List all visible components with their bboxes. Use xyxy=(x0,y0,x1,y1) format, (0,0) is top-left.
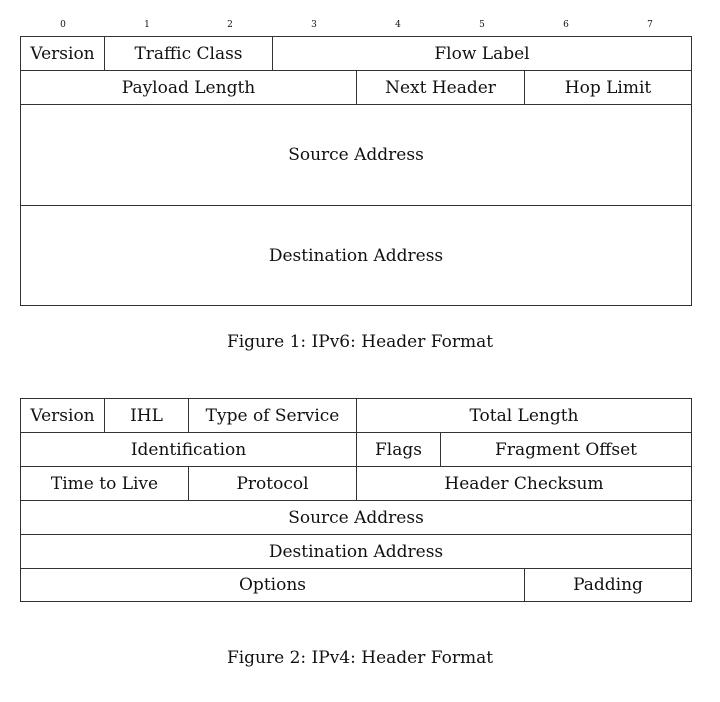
bit-tick: 2 xyxy=(227,20,233,30)
ipv4-row-2 xyxy=(21,433,691,467)
bit-tick: 0 xyxy=(60,20,66,30)
ipv6-payload-length-field: Payload Length xyxy=(21,71,357,104)
ipv6-source-address-field: Source Address xyxy=(288,145,424,165)
ipv4-ihl-field: IHL xyxy=(105,399,189,432)
ipv6-destination-address-field: Destination Address xyxy=(268,245,444,266)
ipv4-row-6 xyxy=(21,569,691,601)
figure-2-caption: Figure 2: IPv4: Header Format xyxy=(226,648,494,668)
ipv4-row-1 xyxy=(21,399,691,433)
bit-tick: 3 xyxy=(311,20,317,30)
ipv4-source-address-field: Source Address xyxy=(288,507,424,528)
ipv4-time-to-live-field: Time to Live xyxy=(21,467,189,500)
ipv4-identification-field: Identification xyxy=(21,433,357,466)
ipv6-version-field: Version xyxy=(21,37,105,70)
ipv4-total-length-field: Total Length xyxy=(469,405,579,426)
bit-tick: 5 xyxy=(479,20,485,30)
bit-tick: 7 xyxy=(647,20,653,30)
ipv4-row-3 xyxy=(21,467,691,501)
figure-1-caption: Figure 1: IPv6: Header Format xyxy=(226,332,494,352)
ipv4-row-4 xyxy=(21,501,691,535)
ipv6-row-3 xyxy=(21,105,691,206)
ipv6-flow-label-field: Flow Label xyxy=(434,43,530,64)
bit-position-ruler xyxy=(0,20,720,34)
ipv6-traffic-class-field: Traffic Class xyxy=(105,37,273,70)
ipv4-fragment-offset-field: Fragment Offset xyxy=(495,439,637,460)
bit-tick: 6 xyxy=(563,20,569,30)
ipv4-protocol-field: Protocol xyxy=(189,467,357,500)
ipv4-version-field: Version xyxy=(21,399,105,432)
ipv6-row-1 xyxy=(21,37,691,71)
ipv4-type-of-service-field: Type of Service xyxy=(189,399,357,432)
ipv4-options-field: Options xyxy=(21,569,525,601)
ipv4-header-diagram xyxy=(20,398,692,602)
ipv6-next-header-field: Next Header xyxy=(357,71,525,104)
ipv6-row-2 xyxy=(21,71,691,105)
bit-tick: 4 xyxy=(395,20,401,30)
ipv6-hop-limit-field: Hop Limit xyxy=(564,77,652,98)
ipv6-header-diagram xyxy=(20,36,692,306)
ipv4-flags-field: Flags xyxy=(357,433,441,466)
ipv4-padding-field: Padding xyxy=(573,575,643,595)
ipv4-header-checksum-field: Header Checksum xyxy=(444,473,604,494)
bit-tick: 1 xyxy=(144,20,150,30)
ipv6-row-4 xyxy=(21,206,691,305)
ipv4-destination-address-field: Destination Address xyxy=(268,541,444,562)
ipv4-row-5 xyxy=(21,535,691,569)
